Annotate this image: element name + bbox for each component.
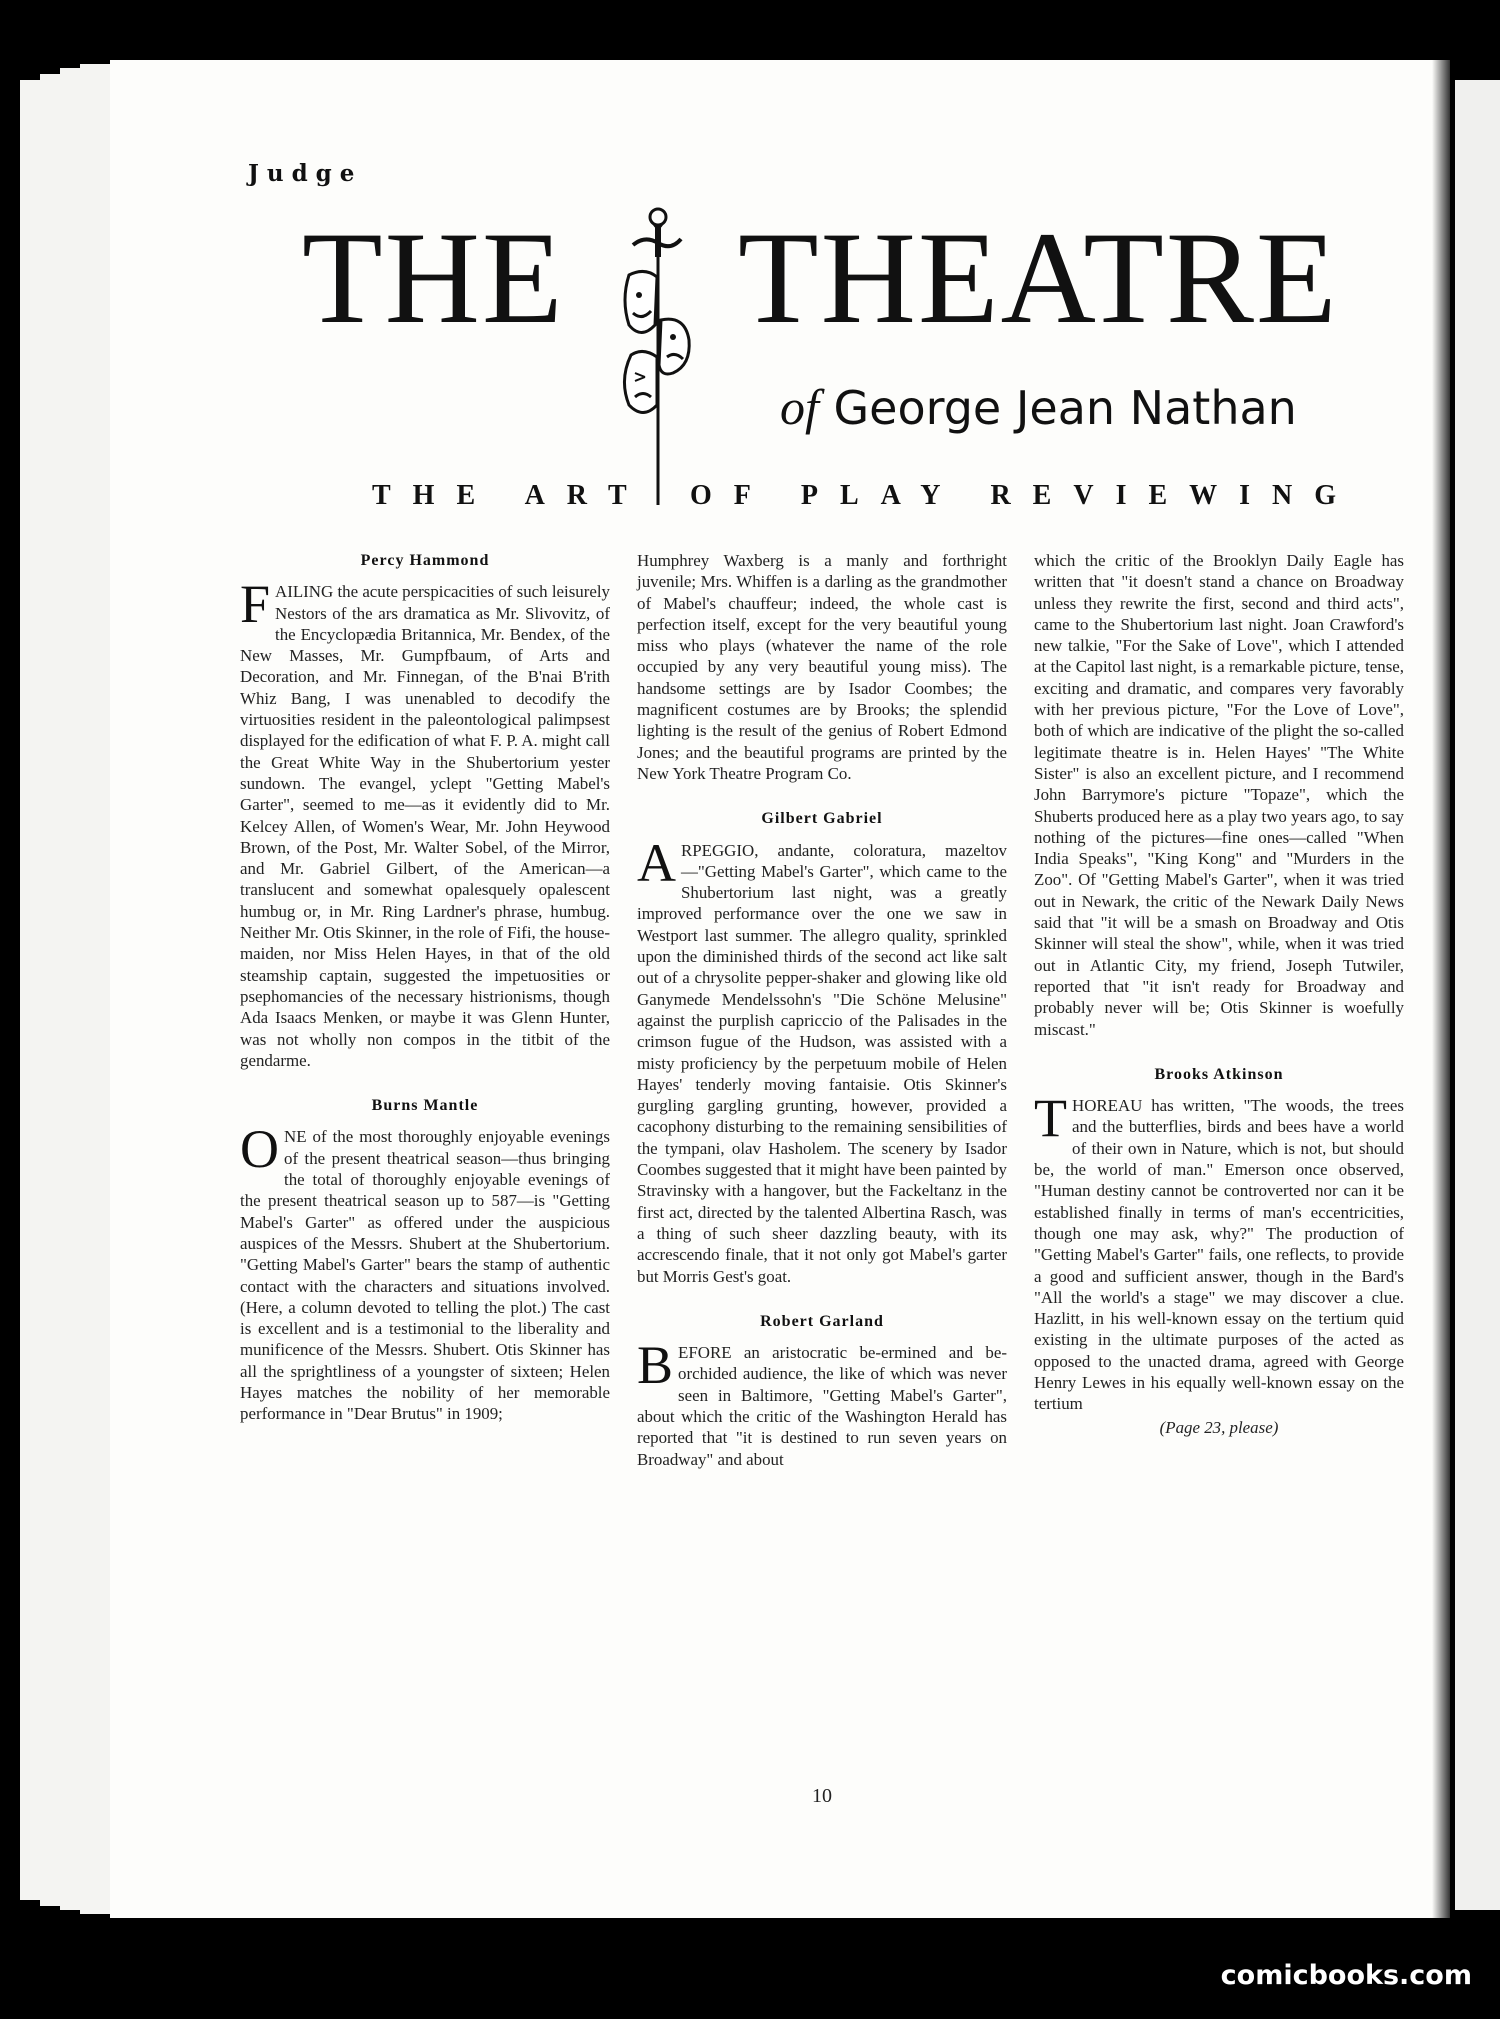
critic-heading: Brooks Atkinson: [1154, 1065, 1284, 1083]
watermark: comicbooks.com: [1220, 1960, 1472, 1991]
byline-author: George Jean Nathan: [833, 381, 1297, 435]
paragraph-text: HOREAU has written, "The woods, the trees and the butterflies, birds and bees have a world of their own in Nature, which is not, but should be, the world of man." Emerson once observed, "Human destiny cannot be controverted nor can it be established finally in terms of man's eccentricities, though one may ask, why?" The production of "Getting Mabel's Garter" fails, one reflects, to provide a good and sufficient answer, though in the Bard's "All the world's a stage" we may discover a clue. Hazlitt, in his well-known essay on the tertium quid existing in the ultimate purposes of the acted as opposed to the unacted drama, agreed with George Henry Lewes in his equally well-known essay on the tertium: [1034, 1096, 1404, 1414]
magazine-name: Judge: [248, 160, 363, 187]
article-paragraph: [240, 574, 610, 1071]
critic-heading: Robert Garland: [760, 1312, 884, 1330]
paragraph-text: AILING the acute perspicacities of such leisurely Nestors of the ars dramatica as Mr. Slivovitz, of the Encyclopædia Britannica, Mr. Bendex, of the New Masses, Mr. Gumpfbaum, of Arts and Decoration, and Mr. Finnegan, of the B'nai B'rith Whiz Bang, I was unenabled to decodify the virtuosities resident in the paleontological palimpsest displayed for the edification of what F. P. A. might call the Great White Way in the Shubertorium yester sundown. The evangel, yclept "Getting Mabel's Garter", seemed to me—as it evidently did to Mr. Kelcey Allen, of Women's Wear, Mr. John Heywood Brown, of the Post, Mr. Walter Sobel, of the Mirror, and Mr. Gabriel Gilbert, of the American—a translucent and somewhat opalesquely opalescent humbug or, in Mr. Ring Lardner's phrase, humbug. Neither Mr. Otis Skinner, in the role of Fifi, the house-maiden, nor Miss Helen Hayes, in that of the old steamship captain, suggested the impetuosities or psephomancies of the necessary histrionisms, though Ada Isaacs Menken, or maybe it was Glenn Hunter, was not wholly non compos in the titbit of the gendarme.: [240, 582, 610, 1070]
text-column-3: [1034, 550, 1404, 1438]
critic-heading: Burns Mantle: [371, 1097, 479, 1115]
title-left: THE: [302, 204, 565, 351]
article-paragraph: [1034, 1088, 1404, 1414]
page-number: 10: [812, 1785, 832, 1807]
subtitle-right: OF PLAY REVIEWING: [690, 480, 1359, 511]
byline: [780, 378, 1297, 436]
drop-cap: A: [637, 832, 676, 893]
continuation-note: (Page 23, please): [1159, 1417, 1279, 1437]
sword-masks-emblem: [615, 205, 695, 515]
paragraph-text: EFORE an aristocratic be-ermined and be-orchided audience, the like of which was never seen in Baltimore, "Getting Mabel's Garter", about which the critic of the Washington Herald has reported that "it is destined to run seven years on Broadway" and about: [637, 1343, 1007, 1469]
title-right: THEATRE: [738, 204, 1339, 351]
article-paragraph: [637, 1335, 1007, 1470]
article-paragraph: [240, 1119, 610, 1424]
drop-cap: F: [240, 574, 271, 635]
critic-heading: Gilbert Gabriel: [761, 810, 883, 828]
drop-cap: O: [240, 1119, 279, 1180]
paragraph-text: Humphrey Waxberg is a manly and forthright juvenile; Mrs. Whiffen is a darling as the grandmother of Mabel's chauffeur; indeed, the whole cast is perfection itself, except for the very beautiful young miss who plays (whatever the name of the role occupied by any very beautiful young miss). The handsome settings are by Isador Coombes; the magnificent costumes are by Brooks; the splendid lighting is the result of the genius of Robert Edmond Jones; and the beautiful programs are printed by the New York Theatre Program Co.: [637, 551, 1007, 783]
paragraph-text: NE of the most thoroughly enjoyable evenings of the present theatrical season—thus bringing the total of thoroughly enjoyable evenings of the present theatrical season up to 587—is "Getting Mabel's Garter" as offered under the auspicious auspices of the Messrs. Shubert at the Shubertorium. "Getting Mabel's Garter" bears the stamp of authentic contact with the characters and situations involved. (Here, a column devoted to telling the plot.) The cast is excellent and is a testimonial to the liberality and munificence of the Messrs. Shubert. Otis Skinner has all the sprightliness of a youngster of sixteen; Helen Hayes matches the nobility of her memorable performance in "Dear Brutus" in 1909;: [240, 1127, 610, 1424]
drop-cap: T: [1034, 1088, 1067, 1149]
text-column-1: [240, 550, 610, 1425]
article-paragraph: [637, 550, 1007, 784]
article-paragraph: [637, 832, 1007, 1287]
text-column-2: [637, 550, 1007, 1470]
binding-shadow: [1432, 60, 1450, 1918]
paragraph-text: which the critic of the Brooklyn Daily Eagle has written that "it doesn't stand a chance on Broadway unless they rewrite the first, second and third acts", came to the Shubertorium last night. Joan Crawford's new talkie, "For the Sake of Love", which I attended at the Capitol last night, is a remarkable picture, tense, exciting and dramatic, and compares very favorably with her previous picture, "For the Love of Love", both of which are indicative of the plight the so-called legitimate theatre is in. Helen Hayes' "The White Sister" is also an excellent picture, and I recommend John Barrymore's picture "Topaze", which the Shuberts produced here as a play two years ago, to say nothing of the pictures—fine ones—called "When India Speaks", "King Kong" and "Murders in the Zoo". Of "Getting Mabel's Garter", when it was tried out in Newark, the critic of the Newark Daily News said that "it will be a smash on Broadway and Otis Skinner will steal the show", while, when it was tried out in Atlantic City, my friend, Joseph Tutwiler, reported that "it isn't ready for Broadway and probably never will be; Otis Skinner is woefully miscast.": [1034, 551, 1404, 1039]
critic-heading: Percy Hammond: [360, 552, 490, 569]
drop-cap: B: [637, 1335, 674, 1396]
facing-page-edge: [1455, 80, 1500, 1910]
article-paragraph: [1034, 550, 1404, 1040]
subtitle-left: THE ART: [372, 480, 649, 511]
byline-of: of: [780, 379, 819, 435]
paragraph-text: RPEGGIO, andante, coloratura, mazeltov—"Getting Mabel's Garter", which came to the Shubertorium last night, was a greatly improved performance over the one we saw in Westport last summer. The allegro quality, sprinkled upon the diminished thirds of the second act like salt out of a chrysolite pepper-shaker and glowing like old Ganymede Mendelssohn's "Die Schöne Melusine" against the purplish capriccio of the Palisades in the crimson fugue of the Hudson, was assisted with a misty proficiency by the perpetuum mobile of Helen Hayes' tenderly moving fantaisie. Otis Skinner's gurgling gargling grunting, however, provided a cacophony disturbing to the remaining sensibilities of the tympani, olav Hasholem. The scenery by Isador Coombes suggested that it might have been painted by Stravinsky with a hangover, but the Fackeltanz in the first act, directed by the talented Albertina Rasch, was a thing of such sheer dazzling beauty, with its accrescendo finale, that it not only got Mabel's garter but Morris Gest's goat.: [637, 840, 1007, 1286]
